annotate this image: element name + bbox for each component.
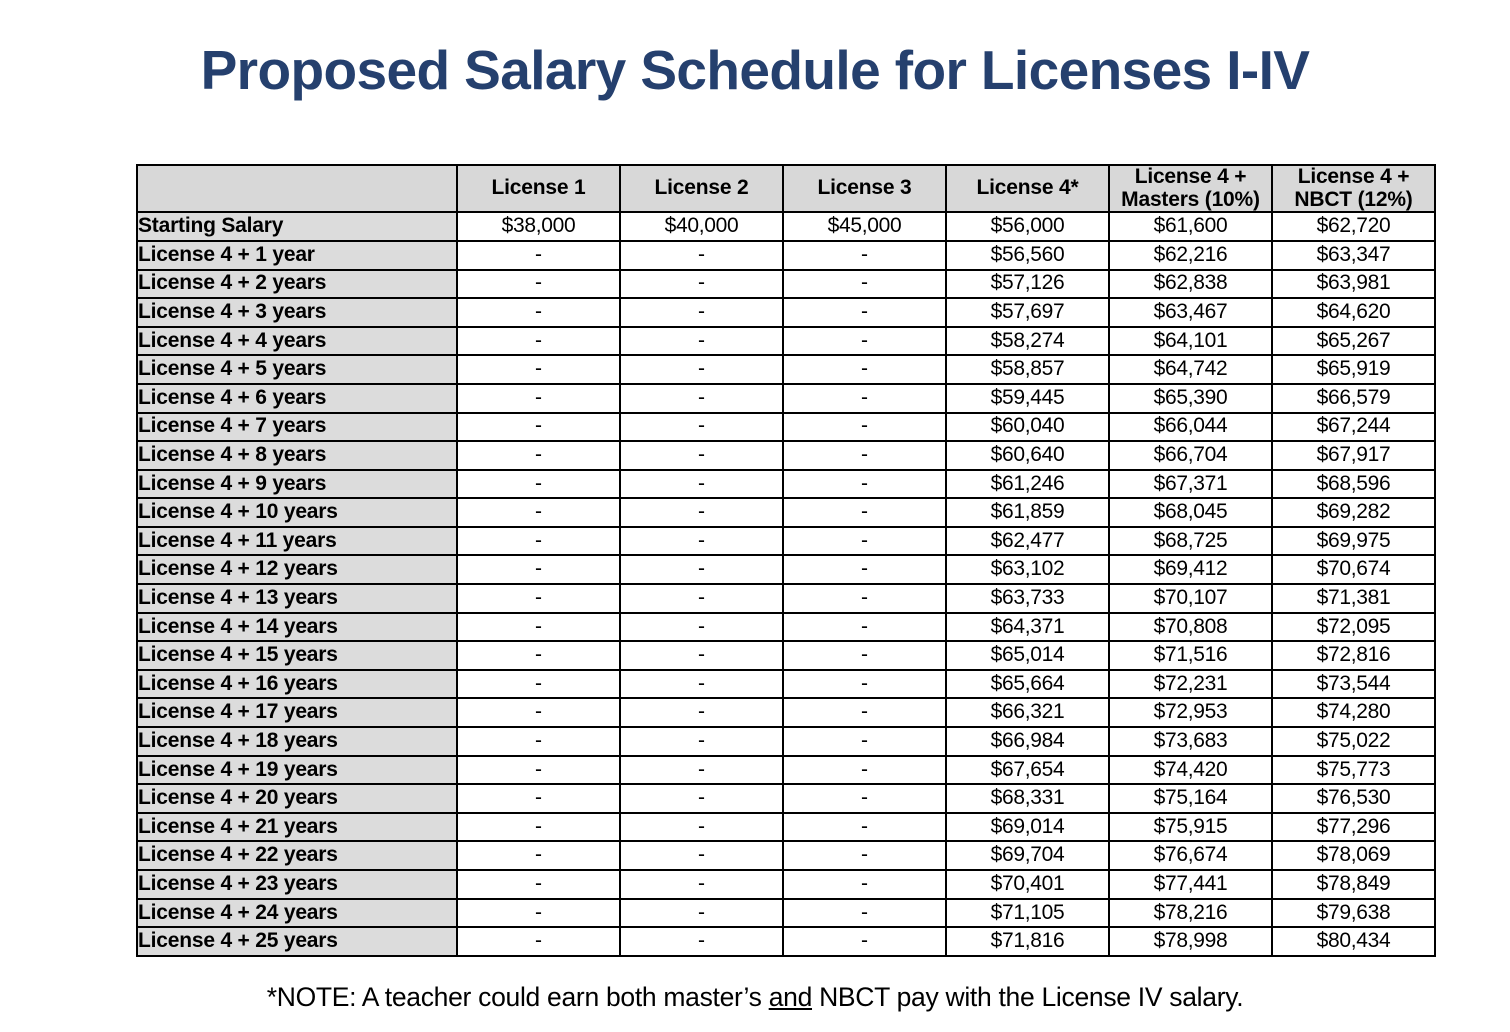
cell-salary: $71,816 [946,927,1109,956]
cell-empty-dash: - [457,813,620,842]
column-header-3 [783,165,946,212]
cell-empty-dash: - [783,241,946,270]
cell-salary: $63,467 [1109,298,1272,327]
cell-empty-dash: - [783,841,946,870]
table-row [137,555,1435,584]
cell-salary: $56,560 [946,241,1109,270]
cell-empty-dash: - [457,470,620,499]
column-header-line: License 4 + [1134,165,1247,188]
cell-salary: $76,674 [1109,841,1272,870]
cell-salary: $65,267 [1272,327,1435,356]
cell-salary: $66,044 [1109,413,1272,442]
cell-salary: $78,216 [1109,899,1272,928]
cell-empty-dash: - [457,899,620,928]
footnote [0,982,1510,1013]
cell-empty-dash: - [457,555,620,584]
cell-salary: $78,849 [1272,870,1435,899]
cell-salary: $67,244 [1272,413,1435,442]
table-row [137,355,1435,384]
cell-salary: $63,102 [946,555,1109,584]
cell-salary: $75,164 [1109,784,1272,813]
cell-salary: $67,654 [946,756,1109,785]
cell-empty-dash: - [783,413,946,442]
cell-empty-dash: - [457,270,620,299]
row-label: License 4 + 5 years [137,355,457,384]
cell-salary: $73,683 [1109,727,1272,756]
cell-salary: $62,720 [1272,212,1435,241]
cell-empty-dash: - [783,727,946,756]
table-row [137,670,1435,699]
column-header-line: License 2 [654,176,749,200]
cell-salary: $68,596 [1272,470,1435,499]
table-row [137,813,1435,842]
cell-empty-dash: - [620,870,783,899]
cell-salary: $76,530 [1272,784,1435,813]
table-row [137,527,1435,556]
table-row [137,584,1435,613]
cell-salary: $57,126 [946,270,1109,299]
cell-salary: $56,000 [946,212,1109,241]
row-label: License 4 + 15 years [137,641,457,670]
footnote-suffix: NBCT pay with the License IV salary. [812,982,1244,1012]
row-label: License 4 + 9 years [137,470,457,499]
row-label: License 4 + 25 years [137,927,457,956]
cell-salary: $62,477 [946,527,1109,556]
cell-empty-dash: - [457,355,620,384]
table-header-row [137,165,1435,212]
cell-salary: $66,984 [946,727,1109,756]
cell-salary: $74,420 [1109,756,1272,785]
footnote-emphasis: and [768,982,813,1012]
cell-salary: $68,725 [1109,527,1272,556]
cell-salary: $71,105 [946,899,1109,928]
row-label: License 4 + 18 years [137,727,457,756]
cell-salary: $77,296 [1272,813,1435,842]
cell-salary: $78,069 [1272,841,1435,870]
cell-salary: $59,445 [946,384,1109,413]
cell-empty-dash: - [457,870,620,899]
cell-empty-dash: - [620,498,783,527]
cell-salary: $72,816 [1272,641,1435,670]
cell-salary: $80,434 [1272,927,1435,956]
cell-empty-dash: - [457,498,620,527]
cell-empty-dash: - [620,698,783,727]
row-label: License 4 + 22 years [137,841,457,870]
cell-empty-dash: - [783,813,946,842]
cell-empty-dash: - [620,270,783,299]
cell-salary: $38,000 [457,212,620,241]
row-label: License 4 + 3 years [137,298,457,327]
cell-empty-dash: - [620,470,783,499]
cell-salary: $62,216 [1109,241,1272,270]
column-header-line: License 3 [817,176,912,200]
footnote-prefix: *NOTE: A teacher could earn both master’s [266,982,769,1012]
cell-empty-dash: - [783,870,946,899]
cell-salary: $60,040 [946,413,1109,442]
row-label: License 4 + 7 years [137,413,457,442]
table-row [137,613,1435,642]
table-row [137,841,1435,870]
cell-empty-dash: - [783,698,946,727]
table-row [137,698,1435,727]
cell-empty-dash: - [783,470,946,499]
cell-empty-dash: - [457,670,620,699]
cell-salary: $69,704 [946,841,1109,870]
cell-salary: $69,282 [1272,498,1435,527]
cell-empty-dash: - [457,927,620,956]
table-row [137,212,1435,241]
table-row [137,241,1435,270]
cell-salary: $63,347 [1272,241,1435,270]
cell-empty-dash: - [457,727,620,756]
cell-empty-dash: - [620,555,783,584]
cell-salary: $65,664 [946,670,1109,699]
column-header-2 [620,165,783,212]
cell-empty-dash: - [620,441,783,470]
cell-empty-dash: - [783,584,946,613]
row-label: License 4 + 11 years [137,527,457,556]
cell-empty-dash: - [620,670,783,699]
cell-empty-dash: - [620,384,783,413]
cell-empty-dash: - [457,327,620,356]
cell-salary: $64,620 [1272,298,1435,327]
cell-salary: $63,733 [946,584,1109,613]
cell-salary: $65,390 [1109,384,1272,413]
cell-empty-dash: - [620,756,783,785]
cell-empty-dash: - [620,927,783,956]
row-label: License 4 + 6 years [137,384,457,413]
cell-empty-dash: - [620,841,783,870]
table-row [137,498,1435,527]
column-header-line: License 4 + [1297,165,1410,188]
cell-salary: $79,638 [1272,899,1435,928]
cell-empty-dash: - [783,298,946,327]
row-label: License 4 + 24 years [137,899,457,928]
cell-salary: $70,401 [946,870,1109,899]
cell-empty-dash: - [457,756,620,785]
cell-empty-dash: - [783,555,946,584]
cell-salary: $73,544 [1272,670,1435,699]
cell-salary: $67,917 [1272,441,1435,470]
cell-empty-dash: - [620,584,783,613]
row-label: License 4 + 12 years [137,555,457,584]
cell-empty-dash: - [783,613,946,642]
column-header-line: License 1 [491,176,586,200]
cell-empty-dash: - [783,670,946,699]
cell-empty-dash: - [457,241,620,270]
cell-salary: $65,919 [1272,355,1435,384]
cell-empty-dash: - [620,641,783,670]
cell-empty-dash: - [783,784,946,813]
cell-salary: $78,998 [1109,927,1272,956]
cell-salary: $75,022 [1272,727,1435,756]
cell-empty-dash: - [620,727,783,756]
cell-empty-dash: - [620,813,783,842]
row-label: License 4 + 19 years [137,756,457,785]
cell-salary: $70,674 [1272,555,1435,584]
cell-empty-dash: - [783,441,946,470]
cell-salary: $61,246 [946,470,1109,499]
cell-empty-dash: - [620,527,783,556]
column-header-line: NBCT (12%) [1294,187,1413,211]
cell-empty-dash: - [783,384,946,413]
table-row [137,784,1435,813]
cell-salary: $72,953 [1109,698,1272,727]
cell-empty-dash: - [620,327,783,356]
table-row [137,870,1435,899]
cell-empty-dash: - [457,384,620,413]
table-body [137,212,1435,955]
table-header [137,165,1435,212]
table-row [137,927,1435,956]
cell-salary: $68,331 [946,784,1109,813]
cell-empty-dash: - [783,756,946,785]
column-header-1 [457,165,620,212]
cell-salary: $74,280 [1272,698,1435,727]
table-row [137,327,1435,356]
cell-salary: $70,107 [1109,584,1272,613]
table-row [137,441,1435,470]
cell-salary: $70,808 [1109,613,1272,642]
cell-empty-dash: - [620,241,783,270]
cell-empty-dash: - [457,413,620,442]
table-row [137,641,1435,670]
cell-salary: $61,859 [946,498,1109,527]
column-header-5 [1109,165,1272,212]
salary-schedule-table-container [136,164,1434,957]
cell-salary: $75,915 [1109,813,1272,842]
cell-salary: $66,579 [1272,384,1435,413]
table-row [137,384,1435,413]
cell-empty-dash: - [783,270,946,299]
table-row [137,298,1435,327]
cell-empty-dash: - [620,298,783,327]
cell-salary: $63,981 [1272,270,1435,299]
cell-empty-dash: - [783,527,946,556]
cell-empty-dash: - [620,899,783,928]
cell-empty-dash: - [783,641,946,670]
table-row [137,727,1435,756]
page-title: Proposed Salary Schedule for Licenses I-IV [200,39,1310,101]
cell-empty-dash: - [620,784,783,813]
cell-empty-dash: - [457,584,620,613]
cell-salary: $68,045 [1109,498,1272,527]
cell-salary: $71,516 [1109,641,1272,670]
row-label: License 4 + 16 years [137,670,457,699]
cell-salary: $66,704 [1109,441,1272,470]
row-label: License 4 + 2 years [137,270,457,299]
salary-schedule-table [136,164,1436,957]
cell-salary: $57,697 [946,298,1109,327]
cell-empty-dash: - [620,613,783,642]
cell-empty-dash: - [457,784,620,813]
cell-empty-dash: - [457,698,620,727]
cell-empty-dash: - [620,355,783,384]
column-header-4 [946,165,1109,212]
row-label: License 4 + 8 years [137,441,457,470]
row-label: License 4 + 10 years [137,498,457,527]
row-label: License 4 + 14 years [137,613,457,642]
cell-empty-dash: - [783,498,946,527]
row-label: License 4 + 20 years [137,784,457,813]
cell-empty-dash: - [457,527,620,556]
cell-salary: $72,095 [1272,613,1435,642]
column-header-line: Masters (10%) [1121,187,1260,211]
cell-empty-dash: - [457,841,620,870]
cell-salary: $61,600 [1109,212,1272,241]
cell-salary: $69,412 [1109,555,1272,584]
cell-salary: $67,371 [1109,470,1272,499]
column-header-line: License 4* [976,176,1079,200]
row-label: License 4 + 13 years [137,584,457,613]
cell-empty-dash: - [457,298,620,327]
table-row [137,756,1435,785]
cell-empty-dash: - [783,927,946,956]
cell-salary: $58,857 [946,355,1109,384]
cell-salary: $65,014 [946,641,1109,670]
cell-empty-dash: - [783,327,946,356]
row-label: License 4 + 23 years [137,870,457,899]
cell-empty-dash: - [457,641,620,670]
cell-empty-dash: - [620,413,783,442]
cell-salary: $71,381 [1272,584,1435,613]
cell-salary: $64,371 [946,613,1109,642]
cell-salary: $62,838 [1109,270,1272,299]
cell-salary: $75,773 [1272,756,1435,785]
cell-empty-dash: - [457,613,620,642]
cell-salary: $60,640 [946,441,1109,470]
cell-salary: $45,000 [783,212,946,241]
row-label: License 4 + 1 year [137,241,457,270]
row-label: License 4 + 21 years [137,813,457,842]
cell-empty-dash: - [783,899,946,928]
cell-salary: $64,101 [1109,327,1272,356]
cell-empty-dash: - [457,441,620,470]
table-row [137,899,1435,928]
table-corner-cell [137,165,457,212]
table-row [137,413,1435,442]
row-label: License 4 + 4 years [137,327,457,356]
cell-salary: $40,000 [620,212,783,241]
cell-salary: $77,441 [1109,870,1272,899]
table-row [137,270,1435,299]
cell-salary: $66,321 [946,698,1109,727]
column-header-6 [1272,165,1435,212]
cell-empty-dash: - [783,355,946,384]
cell-salary: $58,274 [946,327,1109,356]
cell-salary: $64,742 [1109,355,1272,384]
cell-salary: $69,975 [1272,527,1435,556]
row-label: Starting Salary [137,212,457,241]
row-label: License 4 + 17 years [137,698,457,727]
cell-salary: $69,014 [946,813,1109,842]
table-row [137,470,1435,499]
cell-salary: $72,231 [1109,670,1272,699]
